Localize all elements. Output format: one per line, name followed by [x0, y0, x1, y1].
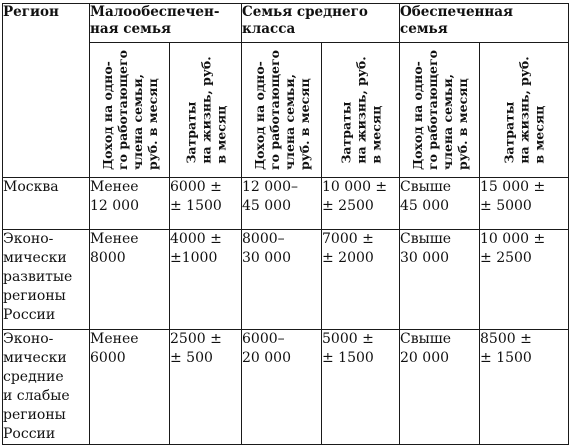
table-cell: 10 000 ± ± 2500 — [480, 230, 569, 330]
header-income-wealthy: Доход на одно- го работающего члена семьи, руб. в месяц — [400, 43, 480, 178]
header-income-middle: Доход на одно- го работающего члена семьи, руб. в месяц — [242, 43, 322, 178]
table-cell: 15 000 ± ± 5000 — [480, 178, 569, 230]
table-cell: Свыше 45 000 — [400, 178, 480, 230]
table-cell: 6000 ± ± 1500 — [170, 178, 242, 230]
table-cell: 4000 ± ±1000 — [170, 230, 242, 330]
header-low-income-family: Малообеспечен- ная семья — [90, 4, 242, 43]
table-row — [3, 330, 569, 445]
header-wealthy-family: Обеспеченная семья — [400, 4, 569, 43]
region-cell: Москва — [3, 178, 90, 230]
table-row — [3, 178, 569, 230]
header-region: Регион — [3, 4, 90, 178]
table-cell: 7000 ± ± 2000 — [322, 230, 400, 330]
table-cell: 10 000 ± ± 2500 — [322, 178, 400, 230]
header-row-groups — [3, 4, 569, 43]
table-cell: Менее 8000 — [90, 230, 170, 330]
region-cell: Эконо- мически средние и слабые регионы России — [3, 330, 90, 445]
table-cell: 8000– 30 000 — [242, 230, 322, 330]
table-cell: 8500 ± ± 1500 — [480, 330, 569, 445]
header-expense-wealthy: Затраты на жизнь, руб. в месяц — [480, 43, 569, 178]
header-expense-low: Затраты на жизнь, руб. в месяц — [170, 43, 242, 178]
region-cell: Эконо- мически развитые регионы России — [3, 230, 90, 330]
header-middle-class-family: Семья среднего класса — [242, 4, 400, 43]
table-cell: Свыше 30 000 — [400, 230, 480, 330]
table-cell: 12 000– 45 000 — [242, 178, 322, 230]
table-row — [3, 230, 569, 330]
income-expense-table — [2, 3, 569, 445]
table-cell: 5000 ± ± 1500 — [322, 330, 400, 445]
header-income-low: Доход на одно- го работающего члена семьи, руб. в месяц — [90, 43, 170, 178]
table-cell: 2500 ± ± 500 — [170, 330, 242, 445]
table-cell: Менее 6000 — [90, 330, 170, 445]
table-cell: Менее 12 000 — [90, 178, 170, 230]
table-cell: 6000– 20 000 — [242, 330, 322, 445]
table-cell: Свыше 20 000 — [400, 330, 480, 445]
header-expense-middle: Затраты на жизнь, руб. в месяц — [322, 43, 400, 178]
